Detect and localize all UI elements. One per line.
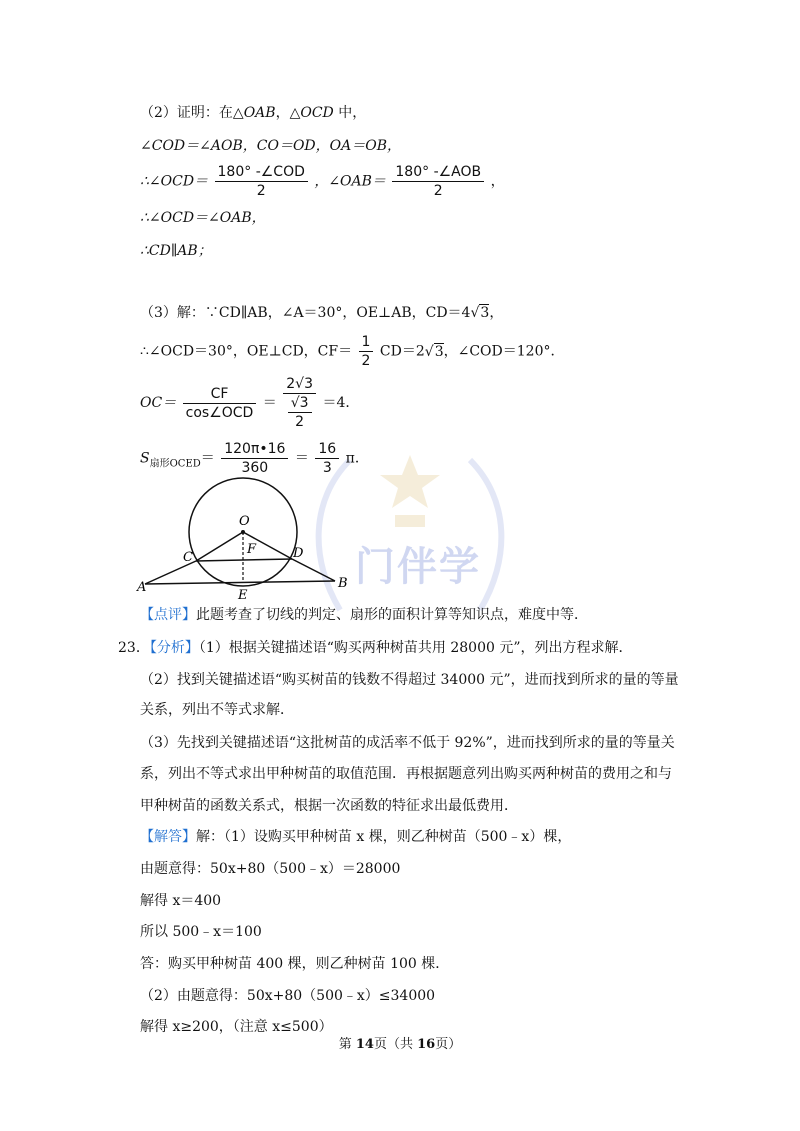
p2-line3: ∴∠OCD＝ $\frac{\text{180° -∠COD}}{2}$ ，∠OAB＝ $\frac{\text{180° -∠AOB}}{2}$ ， bbox=[140, 164, 505, 199]
sqrt-3: √3 bbox=[470, 305, 490, 321]
p2-line2: ∠COD＝∠AOB，CO＝OD，OA＝OB， bbox=[140, 138, 401, 154]
fraction-oc: $\frac{CF}{\text{cos∠OCD}}$ bbox=[183, 385, 257, 422]
fraction-half: $\frac{1}{2}$ bbox=[359, 333, 374, 370]
label-o: O bbox=[239, 514, 250, 529]
q23-solution-line2: 由题意得：50x+80（500﹣x）＝28000 bbox=[140, 861, 401, 877]
page-footer: 第 14页（共 16页） bbox=[338, 1037, 462, 1052]
label-c: C bbox=[183, 550, 193, 565]
fraction-ocd: $\frac{\text{180° -∠COD}}{2}$ bbox=[215, 163, 308, 200]
q23-analysis-line2: （2）找到关键描述语“购买树苗的钱数不得超过 34000 元”，进而找到所求的量的等量 bbox=[140, 672, 679, 688]
q23-analysis-line1: 23．【分析】（1）根据关键描述语“购买两种树苗共用 28000 元”，列出方程求解． bbox=[118, 640, 633, 656]
q23-solution-line5: 答：购买甲种树苗 400 棵，则乙种树苗 100 棵． bbox=[140, 956, 450, 972]
geometry-figure bbox=[135, 475, 365, 610]
comment-line: 【点评】此题考查了切线的判定、扇形的面积计算等知识点，难度中等． bbox=[140, 607, 588, 623]
segment-cd bbox=[196, 559, 292, 561]
label-a: A bbox=[137, 580, 147, 595]
watermark-text: 门伴学 bbox=[355, 544, 481, 590]
p2-line5: ∴CD∥AB； bbox=[140, 243, 212, 259]
q23-solution-line7: 解得 x≥200，（注意 x≤500） bbox=[140, 1019, 333, 1035]
page-total: 16 bbox=[417, 1037, 436, 1052]
q23-analysis-line4: （3）先找到关键描述语“这批树苗的成活率不低于 92%”，进而找到所求的量的等量关 bbox=[140, 735, 675, 751]
label-b: B bbox=[338, 576, 348, 591]
label-e: E bbox=[238, 588, 248, 603]
q23-analysis-line3: 关系，列出不等式求解． bbox=[140, 702, 294, 718]
comment-tag: 【点评】 bbox=[140, 607, 196, 623]
p3-line2: ∴∠OCD＝30°，OE⊥CD，CF＝ $\frac{1}{2}$ CD＝2√3，∠COD＝120°． bbox=[140, 334, 565, 369]
segment-oc bbox=[196, 532, 243, 561]
label-f: F bbox=[247, 542, 257, 557]
q23-analysis-line5: 系，列出不等式求出甲种树苗的取值范围．再根据题意列出购买两种树苗的费用之和与 bbox=[140, 766, 672, 782]
q23-solution-line1: 【解答】解：（1）设购买甲种树苗 x 棵，则乙种树苗（500﹣x）棵， bbox=[140, 829, 572, 845]
q23-solution-line4: 所以 500﹣x＝100 bbox=[140, 924, 262, 940]
p2-line1: （2）证明：在△OAB，△OCD 中， bbox=[140, 105, 367, 121]
q23-analysis-line6: 甲种树苗的函数关系式，根据一次函数的特征求出最低费用． bbox=[140, 798, 518, 814]
q23-solution-line6: （2）由题意得：50x+80（500﹣x）≤34000 bbox=[140, 988, 436, 1004]
q23-solution-line3: 解得 x＝400 bbox=[140, 893, 222, 909]
p2-line4: ∴∠OCD＝∠OAB， bbox=[140, 210, 266, 226]
p3-sector-area: $S_{扇形OCED}=$ $\frac{120\pi•16}{360}$ ＝ $\frac{16}{3}$ π． bbox=[140, 441, 369, 476]
fraction-oab: $\frac{\text{180° -∠AOB}}{2}$ bbox=[392, 163, 484, 200]
analysis-tag: 【分析】 bbox=[149, 640, 199, 656]
solution-tag: 【解答】 bbox=[140, 829, 196, 845]
label-d: D bbox=[293, 546, 304, 561]
segment-ab bbox=[145, 581, 335, 584]
p3-line1: （3）解：∵CD∥AB，∠A＝30°，OE⊥AB，CD＝4√3， bbox=[140, 305, 504, 321]
fraction-sector: $\frac{120\pi•16}{360}$ bbox=[221, 440, 288, 477]
fraction-16-3: $\frac{16}{3}$ bbox=[315, 440, 339, 477]
fraction-2sqrt3: $\frac{2√3}{\frac{√3}{2}}$ bbox=[283, 375, 316, 431]
segment-db bbox=[292, 559, 335, 581]
p3-line3: OC＝ $\frac{CF}{\text{cos∠OCD}}$ ＝ $\frac{2√3}{\frac{√3}{2}}$ ＝4． bbox=[140, 376, 360, 430]
page-number: 14 bbox=[355, 1037, 374, 1052]
